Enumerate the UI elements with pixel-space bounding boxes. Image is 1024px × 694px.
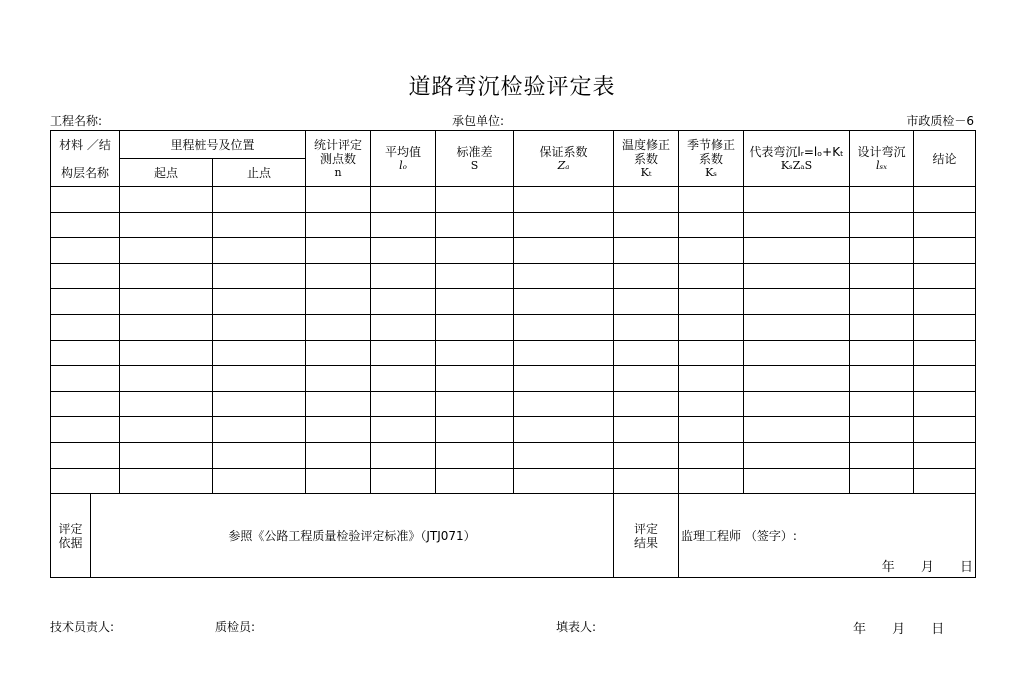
signature-date: 年 月 日: [881, 560, 974, 576]
table-cell[interactable]: [614, 289, 679, 315]
table-cell[interactable]: [306, 468, 371, 494]
table-cell[interactable]: [213, 263, 306, 289]
points-label-1: 统计评定: [314, 137, 363, 152]
table-cell[interactable]: [371, 391, 436, 417]
rep-label-2: KₛZₐS: [780, 158, 813, 172]
basis-label: [51, 494, 91, 578]
table-cell[interactable]: [514, 212, 614, 238]
std-label-1: 标准差: [456, 144, 493, 159]
table-cell[interactable]: [679, 238, 744, 264]
std-header: [436, 131, 514, 187]
table-cell[interactable]: [514, 314, 614, 340]
temp-label-2: 系数: [634, 151, 659, 166]
table-cell[interactable]: [436, 212, 514, 238]
table-cell[interactable]: [514, 238, 614, 264]
table-cell[interactable]: [213, 366, 306, 392]
table-cell[interactable]: [213, 417, 306, 443]
season-label-2: 系数: [699, 151, 724, 166]
table-cell[interactable]: [914, 263, 976, 289]
table-cell[interactable]: [371, 263, 436, 289]
table-cell[interactable]: [436, 187, 514, 213]
table-cell[interactable]: [371, 238, 436, 264]
table-cell[interactable]: [306, 417, 371, 443]
std-label-2: S: [470, 158, 479, 172]
design-label-2: lₛₓ: [875, 158, 888, 172]
table-cell[interactable]: [436, 289, 514, 315]
table-cell[interactable]: [51, 391, 120, 417]
table-row: [51, 417, 976, 443]
table-cell[interactable]: [120, 289, 213, 315]
table-cell[interactable]: [744, 340, 850, 366]
project-name-label: 工程名称:: [50, 114, 103, 128]
table-cell[interactable]: [371, 366, 436, 392]
temp-label-3: Kₜ: [640, 165, 652, 179]
mean-header: [371, 131, 436, 187]
table-cell[interactable]: [914, 289, 976, 315]
table-cell[interactable]: [914, 212, 976, 238]
table-cell[interactable]: [514, 442, 614, 468]
table-cell[interactable]: [850, 238, 914, 264]
table-cell[interactable]: [306, 366, 371, 392]
table-cell[interactable]: [679, 263, 744, 289]
table-cell[interactable]: [850, 340, 914, 366]
table-cell[interactable]: [306, 442, 371, 468]
table-cell[interactable]: [51, 366, 120, 392]
table-row: [51, 314, 976, 340]
table-cell[interactable]: [614, 468, 679, 494]
table-cell[interactable]: [914, 468, 976, 494]
table-cell[interactable]: [436, 442, 514, 468]
table-cell[interactable]: [306, 263, 371, 289]
table-cell[interactable]: [213, 340, 306, 366]
table-row: [51, 442, 976, 468]
table-cell[interactable]: [514, 468, 614, 494]
temp-label-1: 温度修正: [622, 137, 671, 152]
table-cell[interactable]: [744, 391, 850, 417]
season-label-3: Kₛ: [705, 165, 717, 179]
table-cell[interactable]: [850, 212, 914, 238]
table-cell[interactable]: [850, 314, 914, 340]
table-cell[interactable]: [614, 314, 679, 340]
table-cell[interactable]: [120, 263, 213, 289]
table-cell[interactable]: [371, 442, 436, 468]
deflection-table: [50, 130, 976, 578]
material-label: 材料 ／结: [59, 137, 111, 152]
table-cell[interactable]: [744, 366, 850, 392]
table-cell[interactable]: [436, 366, 514, 392]
table-cell[interactable]: [850, 366, 914, 392]
table-cell[interactable]: [744, 442, 850, 468]
season-label-1: 季节修正: [687, 137, 736, 152]
basis-row: [51, 494, 976, 578]
table-cell[interactable]: [614, 391, 679, 417]
table-cell[interactable]: [51, 212, 120, 238]
table-cell[interactable]: [614, 340, 679, 366]
table-cell[interactable]: [120, 391, 213, 417]
table-row: [51, 263, 976, 289]
table-cell[interactable]: [306, 314, 371, 340]
coef-label-1: 保证系数: [539, 144, 588, 159]
tech-lead-label: 技术员责人:: [50, 620, 115, 634]
table-cell[interactable]: [744, 238, 850, 264]
table-cell[interactable]: [850, 391, 914, 417]
result-cell: [679, 494, 976, 578]
table-body: [51, 187, 976, 494]
mean-label-2: lₒ: [399, 158, 407, 172]
result-label-2: 结果: [634, 535, 659, 550]
table-row: [51, 391, 976, 417]
table-cell[interactable]: [371, 417, 436, 443]
table-cell[interactable]: [51, 187, 120, 213]
header-row-1: [51, 131, 976, 159]
table-cell[interactable]: [679, 417, 744, 443]
table-row: [51, 289, 976, 315]
table-cell[interactable]: [120, 468, 213, 494]
table-cell[interactable]: [213, 314, 306, 340]
table-cell[interactable]: [850, 468, 914, 494]
table-cell[interactable]: [371, 212, 436, 238]
basis-label-1: 评定: [58, 521, 83, 536]
conclusion-header: 结论: [914, 131, 976, 187]
table-cell[interactable]: [850, 263, 914, 289]
table-cell[interactable]: [914, 340, 976, 366]
table-cell[interactable]: [744, 263, 850, 289]
table-cell[interactable]: [120, 442, 213, 468]
table-cell[interactable]: [914, 391, 976, 417]
table-cell[interactable]: [514, 263, 614, 289]
table-cell[interactable]: [213, 391, 306, 417]
table-cell[interactable]: [914, 442, 976, 468]
end-header: 止点: [213, 159, 306, 187]
basis-label-2: 依据: [58, 535, 83, 550]
contractor-label: 承包单位:: [452, 114, 505, 128]
table-cell[interactable]: [213, 212, 306, 238]
table-cell[interactable]: [914, 187, 976, 213]
table-cell[interactable]: [436, 340, 514, 366]
coef-label-2: Zₐ: [557, 158, 570, 172]
inspector-label: 质检员:: [215, 620, 256, 634]
table-cell[interactable]: [120, 366, 213, 392]
table-cell[interactable]: [679, 391, 744, 417]
table-cell[interactable]: [614, 212, 679, 238]
table-cell[interactable]: [614, 187, 679, 213]
table-row: [51, 340, 976, 366]
temp-header: [614, 131, 679, 187]
table-cell[interactable]: [51, 468, 120, 494]
table-cell[interactable]: [213, 442, 306, 468]
table-cell[interactable]: [614, 238, 679, 264]
rep-header: [744, 131, 850, 187]
table-cell[interactable]: [51, 238, 120, 264]
table-cell[interactable]: [371, 468, 436, 494]
table-cell[interactable]: [679, 289, 744, 315]
table-cell[interactable]: [850, 289, 914, 315]
table-cell[interactable]: [914, 314, 976, 340]
table-cell[interactable]: [679, 442, 744, 468]
table-cell[interactable]: [306, 289, 371, 315]
form-code: 市政质检－6: [906, 114, 974, 128]
table-cell[interactable]: [120, 212, 213, 238]
table-cell[interactable]: [744, 187, 850, 213]
table-cell[interactable]: [614, 263, 679, 289]
table-cell[interactable]: [436, 417, 514, 443]
table-cell[interactable]: [679, 187, 744, 213]
table-cell[interactable]: [306, 391, 371, 417]
table-cell[interactable]: [120, 417, 213, 443]
table-cell[interactable]: [371, 289, 436, 315]
table-cell[interactable]: [436, 468, 514, 494]
table-cell[interactable]: [679, 212, 744, 238]
table-cell[interactable]: [213, 468, 306, 494]
table-cell[interactable]: [514, 366, 614, 392]
table-cell[interactable]: [306, 238, 371, 264]
table-cell[interactable]: [371, 314, 436, 340]
table-cell[interactable]: [514, 391, 614, 417]
table-cell[interactable]: [514, 340, 614, 366]
mean-label-1: 平均值: [385, 144, 422, 159]
table-cell[interactable]: [213, 289, 306, 315]
points-label-3: n: [334, 165, 342, 179]
supervisor-signature-label: 监理工程师 （签字）:: [681, 528, 797, 543]
result-label-1: 评定: [634, 521, 659, 536]
table-cell[interactable]: [914, 238, 976, 264]
start-header: 起点: [120, 159, 213, 187]
table-cell[interactable]: [306, 340, 371, 366]
page-title: 道路弯沉检验评定表: [408, 75, 616, 100]
table-cell[interactable]: [51, 289, 120, 315]
table-cell[interactable]: [679, 340, 744, 366]
table-cell[interactable]: [850, 442, 914, 468]
table-cell[interactable]: [51, 263, 120, 289]
basis-text: 参照《公路工程质量检验评定标准》（JTJ071）: [91, 494, 614, 578]
table-row: [51, 212, 976, 238]
table-cell[interactable]: [120, 314, 213, 340]
table-cell[interactable]: [120, 340, 213, 366]
rep-label-1: 代表弯沉lᵣ=lₒ+Kₜ: [749, 144, 844, 159]
points-label-2: 测点数: [320, 151, 357, 166]
table-cell[interactable]: [51, 314, 120, 340]
table-cell[interactable]: [744, 314, 850, 340]
table-row: [51, 187, 976, 213]
table-cell[interactable]: [120, 238, 213, 264]
table-cell[interactable]: [371, 187, 436, 213]
table-cell[interactable]: [514, 417, 614, 443]
result-label: [614, 494, 679, 578]
table-cell[interactable]: [914, 366, 976, 392]
layer-label: 构层名称: [61, 165, 110, 180]
design-label-1: 设计弯沉: [857, 144, 906, 159]
design-header: [850, 131, 914, 187]
table-cell[interactable]: [744, 417, 850, 443]
table-cell[interactable]: [51, 417, 120, 443]
table-cell[interactable]: [51, 340, 120, 366]
table-row: [51, 366, 976, 392]
table-cell[interactable]: [744, 212, 850, 238]
footer-date: 年 月 日: [853, 622, 945, 637]
table-cell[interactable]: [614, 417, 679, 443]
table-cell[interactable]: [850, 187, 914, 213]
table-cell[interactable]: [213, 187, 306, 213]
coef-header: [514, 131, 614, 187]
table-cell[interactable]: [679, 468, 744, 494]
table-cell[interactable]: [120, 187, 213, 213]
table-cell[interactable]: [679, 366, 744, 392]
table-cell[interactable]: [436, 314, 514, 340]
table-cell[interactable]: [213, 238, 306, 264]
table-cell[interactable]: [306, 187, 371, 213]
points-header: [306, 131, 371, 187]
table-cell[interactable]: [436, 238, 514, 264]
mileage-header: 里程桩号及位置: [120, 131, 306, 159]
table-cell[interactable]: [914, 417, 976, 443]
table-cell[interactable]: [436, 391, 514, 417]
table-cell[interactable]: [51, 442, 120, 468]
filler-label: 填表人:: [556, 620, 597, 634]
table-cell[interactable]: [306, 212, 371, 238]
table-cell[interactable]: [614, 442, 679, 468]
table-cell[interactable]: [514, 289, 614, 315]
table-cell[interactable]: [371, 340, 436, 366]
table-cell[interactable]: [614, 366, 679, 392]
table-cell[interactable]: [436, 263, 514, 289]
material-layer-header: [51, 131, 120, 187]
table-row: [51, 468, 976, 494]
table-cell[interactable]: [679, 314, 744, 340]
table-row: [51, 238, 976, 264]
table-cell[interactable]: [744, 289, 850, 315]
table-cell[interactable]: [514, 187, 614, 213]
table-cell[interactable]: [744, 468, 850, 494]
table-cell[interactable]: [850, 417, 914, 443]
season-header: [679, 131, 744, 187]
